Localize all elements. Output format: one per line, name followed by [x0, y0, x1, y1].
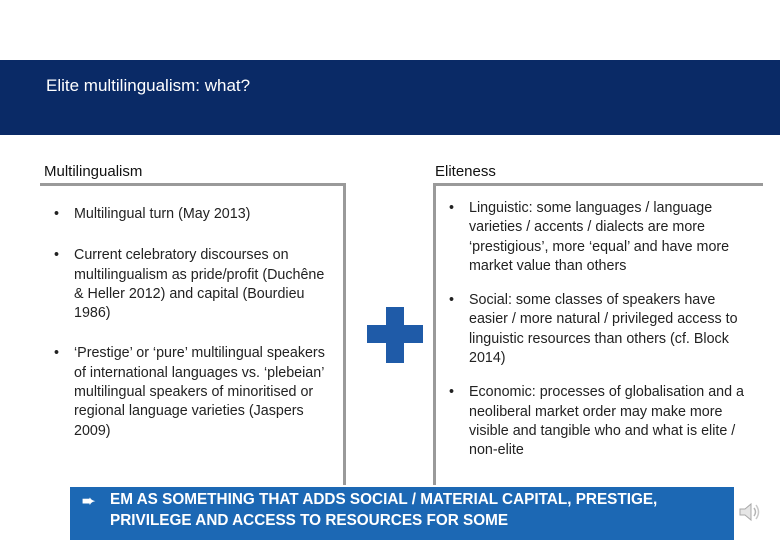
plus-horizontal-bar	[367, 325, 423, 343]
list-item-text: ‘Prestige’ or ‘pure’ multilingual speakers of international languages vs. ‘plebeian’ multilingual speakers of minoritised or regional language varieties (Jaspers 2009)	[74, 345, 325, 439]
bullet: •	[449, 384, 455, 401]
bullet: •	[54, 247, 60, 264]
bullet: •	[449, 292, 455, 309]
title-bar	[0, 60, 780, 135]
bullet: •	[449, 200, 455, 216]
right-bracket-line	[433, 183, 436, 485]
left-bullet-list	[54, 205, 336, 456]
list-item-text: Multilingual turn (May 2013)	[74, 206, 251, 222]
banner-text: EM AS SOMETHING THAT ADDS SOCIAL / MATERIAL CAPITAL, PRESTIGE, PRIVILEGE AND ACCESS TO RESOURCES FOR SOME	[110, 491, 658, 529]
left-bracket-line	[343, 183, 346, 485]
slide-title: Elite multilingualism: what?	[46, 76, 251, 95]
list-item	[54, 344, 336, 440]
speaker-icon[interactable]	[737, 500, 761, 524]
list-item	[54, 246, 336, 323]
list-item-text: Linguistic: some languages / language varieties / accents / dialects are more ‘prestigious’, more ‘equal’ and have more market value than others	[469, 200, 730, 274]
list-item-text: Economic: processes of globalisation and a neoliberal market order may make more visible and tangible who and what is elite / non-elite	[469, 384, 744, 459]
right-column-heading: Eliteness	[435, 163, 496, 180]
list-item	[54, 205, 336, 224]
list-item	[449, 291, 757, 368]
bullet: •	[54, 206, 60, 222]
conclusion-banner	[70, 487, 734, 540]
arrow-right-icon: ➨	[82, 493, 95, 510]
left-bracket-top	[40, 183, 346, 186]
list-item	[449, 199, 757, 276]
left-column-heading: Multilingualism	[44, 163, 143, 180]
list-item-text: Social: some classes of speakers have easier / more natural / privileged access to linguistic resources than others (cf. Block 2014)	[469, 292, 738, 367]
right-bracket-top	[433, 183, 763, 186]
right-bullet-list	[449, 199, 757, 476]
bullet: •	[54, 345, 60, 362]
list-item	[449, 383, 757, 460]
list-item-text: Current celebratory discourses on multilingualism as pride/profit (Duchêne & Heller 2012) and capital (Bourdieu 1986)	[74, 247, 325, 322]
